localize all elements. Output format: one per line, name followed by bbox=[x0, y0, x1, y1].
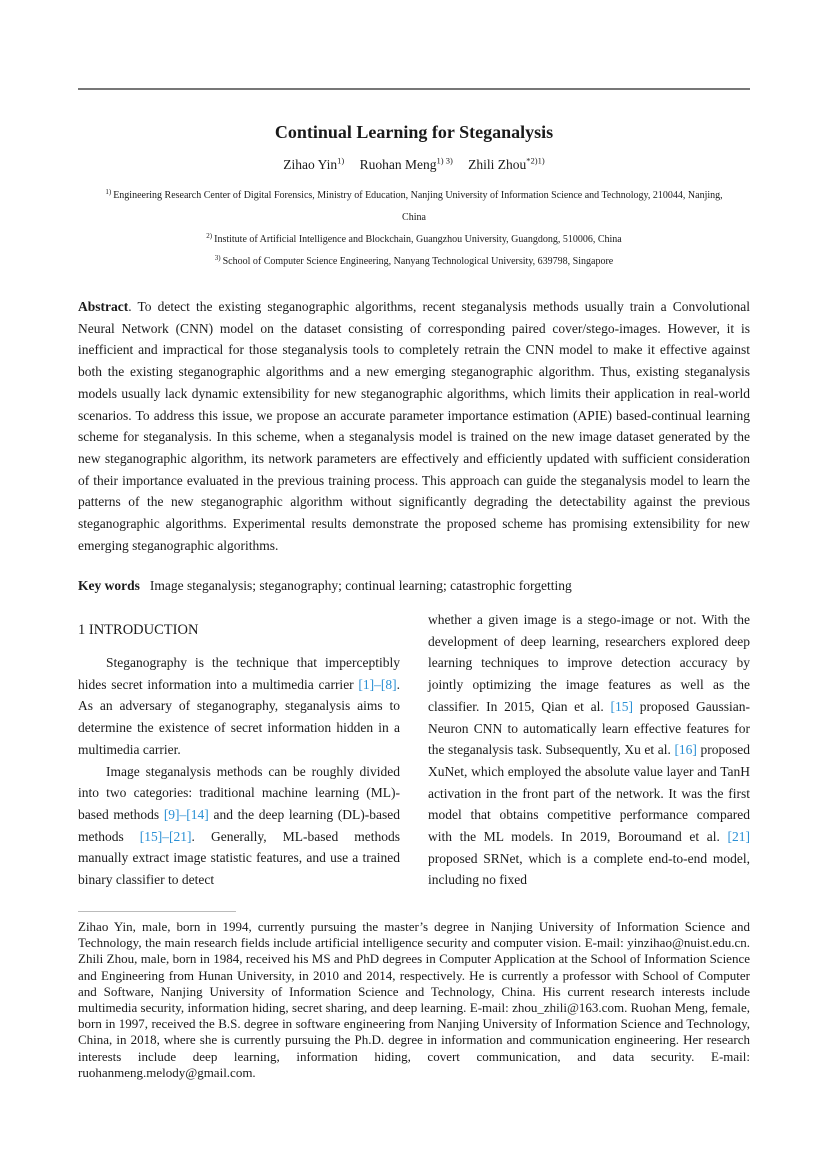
affiliation-3: $^{3)}$ School of Computer Science Engineering, Nanyang Technological University, 639798, Singapore bbox=[214, 253, 614, 267]
keywords-text: Image steganalysis; steganography; continual learning; catastrophic forgetting bbox=[149, 578, 572, 593]
author-line bbox=[78, 156, 750, 174]
abstract-label: Abstract bbox=[78, 299, 129, 314]
paper-title: Continual Learning for Steganalysis bbox=[274, 122, 554, 142]
author-2: Ruohan Meng$^{1) 3)}$ bbox=[359, 155, 453, 172]
reference-link[interactable]: [16] bbox=[674, 742, 697, 758]
affiliation-2: $^{2)}$ Institute of Artificial Intelligence and Blockchain, Guangzhou University, Guangdong, 510006, China bbox=[206, 231, 622, 245]
reference-link[interactable]: [9]–[14] bbox=[163, 806, 209, 822]
keywords bbox=[78, 576, 750, 596]
intro-paragraph-1: Steganography is the technique that imperceptibly hides secret information into a multimedia carrier [1]–[8]. As an adversary of steganography, steganalysis aims to determine the existence of secret information hidden in a multimedia carrier. bbox=[78, 655, 400, 757]
author-1: Zihao Yin$^{1)}$ bbox=[283, 155, 345, 172]
affiliation-1: $^{1)}$ Engineering Research Center of Digital Forensics, Ministry of Education, Nanjing University of Information Science and Technology, 210044, Nanjing, China bbox=[105, 187, 723, 223]
left-column bbox=[78, 608, 400, 891]
reference-link[interactable]: [15] bbox=[610, 698, 634, 714]
author-footnote: Zihao Yin, male, born in 1994, currently pursuing the master’s degree in Nanjing University of Information Science and Technology, the main research fields include artificial intelligence security and computer vision. E-mail: yinzihao@nuist.edu.cn. Zhili Zhou, male, born in 1984, received his MS and PhD degrees in Computer Application at the School of Information Science and Engineering from Hunan University, in 2010 and 2014, respectively. He is currently a professor with School of Computer and Software, Nanjing University of Information Science and Technology, China. His current research interests include multimedia security, information hiding, secret sharing, and deep learning. E-mail: zhou_zhili@163.com. Ruohan Meng, female, born in 1997, received the B.S. degree in software engineering from Nanjing University of Information Science and Technology, China, in 2018, where she is currently pursuing the Ph.D. degree in information and communication engineering. Her research interests include deep learning, information hiding, covert communication, and data security. E-mail: ruohanmeng.melody@gmail.com. bbox=[78, 919, 750, 1080]
intro-paragraph-2: Image steganalysis methods can be roughly divided into two categories: traditional machine learning (ML)-based methods [9]–[14] and the deep learning (DL)-based methods [15]–[21]. Generally, ML-based methods manually extract image statistic features, and use a trained binary classifier to detect bbox=[78, 763, 400, 888]
header-rule bbox=[78, 88, 750, 90]
right-column bbox=[428, 609, 750, 891]
abstract bbox=[78, 296, 750, 556]
reference-link[interactable]: [21] bbox=[727, 829, 750, 845]
footnote-rule bbox=[78, 911, 236, 912]
reference-link[interactable]: [15]–[21] bbox=[139, 828, 192, 844]
author-3: Zhili Zhou$^{*2)1)}$ bbox=[468, 155, 545, 172]
keywords-label: Key words bbox=[78, 578, 140, 593]
intro-paragraph-3: whether a given image is a stego-image or not. With the development of deep learning, researchers explored deep learning techniques to improve detection accuracy by jointly optimizing the image features as well as the classifier. In 2015, Qian et al. [15] proposed Gaussian-Neuron CNN to automatically learn effective features for the steganalysis task. Subsequently, Xu et al. [16] proposed XuNet, which employed the absolute value layer and TanH activation in the front part of the network. It was the first model that obtains competitive performance compared with the ML models. In 2019, Boroumand et al. [21] proposed SRNet, which is a complete end-to-end model, including no fixed bbox=[428, 612, 750, 888]
reference-link[interactable]: [1]–[8] bbox=[358, 676, 397, 692]
abstract-text: . To detect the existing steganographic algorithms, recent steganalysis methods usually train a Convolutional Neural Network (CNN) model on the dataset consisting of corresponding paired cover/stego-images. However, it is inefficient and impractical for those steganalysis tools to completely retrain the CNN model to make it effective against both the existing steganographic algorithms and a new emerging steganographic algorithm. Thus, existing steganalysis models usually lack dynamic extensibility for new steganographic algorithms, which limits their application in real-world scenarios. To address this issue, we propose an accurate parameter importance estimation (APIE) based-continual learning scheme for steganalysis. In this scheme, when a steganalysis model is trained on the new image dataset generated by the new steganographic algorithm, its network parameters are effectively and efficiently updated with sufficient consideration of their importance evaluated in the previous training process. This approach can guide the steganalysis model to learn the patterns of the new steganographic algorithm without significantly degrading the detectability against the previous steganographic algorithms. Experimental results demonstrate the proposed scheme has promising extensibility for new emerging steganographic algorithms. bbox=[78, 299, 750, 553]
section-heading: 1 INTRODUCTION bbox=[78, 622, 199, 638]
